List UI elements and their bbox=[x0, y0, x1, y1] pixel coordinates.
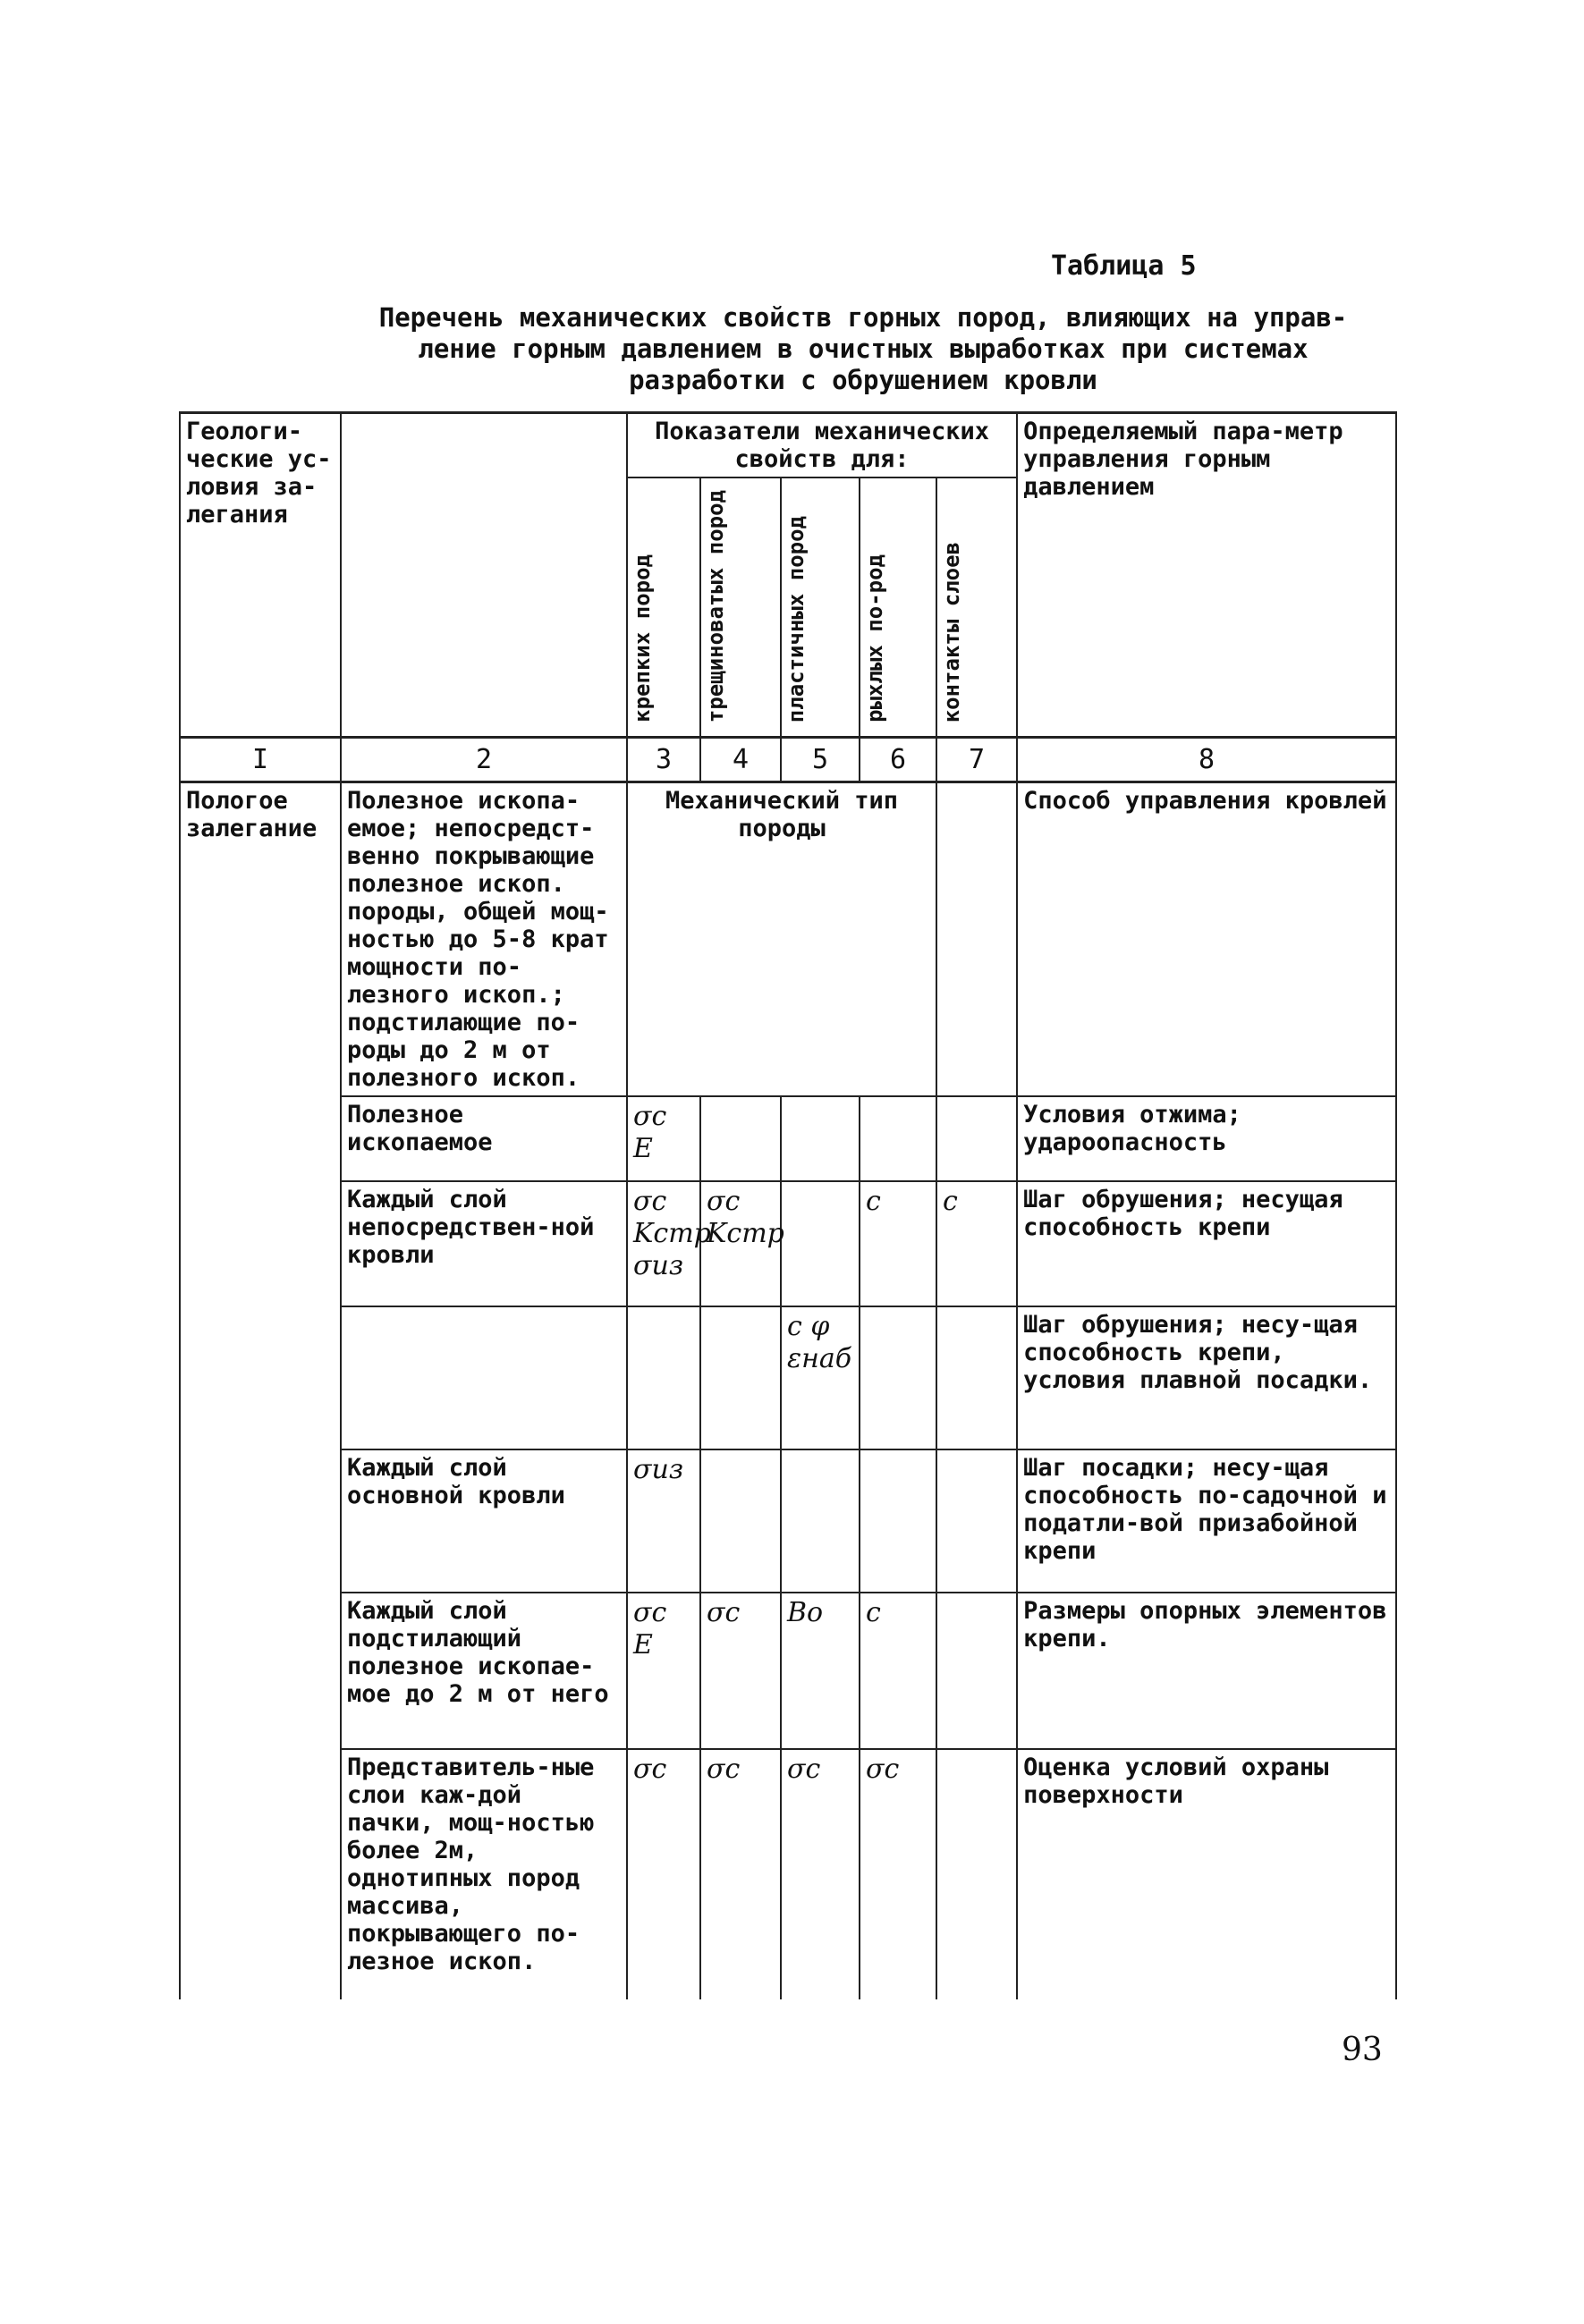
cell-property: σc bbox=[781, 1749, 860, 1999]
cell-property: σc bbox=[700, 1749, 781, 1999]
cell-property bbox=[860, 1096, 936, 1181]
row-parameter: Шаг посадки; несу-щая способность по-садочной и податли-вой призабойной крепи bbox=[1017, 1449, 1396, 1593]
cell-property bbox=[936, 1096, 1017, 1181]
cell-property: σc bbox=[627, 1749, 700, 1999]
page-number: 93 bbox=[1342, 2032, 1383, 2068]
caption-line-3: разработки с обрушением кровли bbox=[629, 365, 1097, 395]
col-number: 4 bbox=[700, 738, 781, 782]
table-caption bbox=[326, 302, 1400, 396]
cell-property bbox=[781, 1449, 860, 1593]
subhead-strong-rocks: крепких пород bbox=[627, 477, 700, 738]
cell-property bbox=[936, 1593, 1017, 1749]
row-description: Каждый слой основной кровли bbox=[341, 1449, 627, 1593]
cell-property bbox=[860, 1306, 936, 1449]
col-number: 2 bbox=[341, 738, 627, 782]
col-number: 7 bbox=[936, 738, 1017, 782]
subhead-fractured-rocks: трещиноватых пород bbox=[700, 477, 781, 738]
row-parameter: Размеры опорных элементов крепи. bbox=[1017, 1593, 1396, 1749]
col-number: 3 bbox=[627, 738, 700, 782]
header-geological-conditions: Геологи-ческие ус-ловия за-легания bbox=[180, 413, 341, 738]
col-number: I bbox=[180, 738, 341, 782]
cell-empty bbox=[936, 782, 1017, 1097]
cell-property: Bo bbox=[781, 1593, 860, 1749]
cell-property bbox=[860, 1449, 936, 1593]
row-condition: Пологое залегание bbox=[180, 782, 341, 2000]
cell-property bbox=[936, 1306, 1017, 1449]
cell-property: c bbox=[936, 1181, 1017, 1306]
col-number: 5 bbox=[781, 738, 860, 782]
subhead-plastic-rocks: пластичных пород bbox=[781, 477, 860, 738]
cell-property bbox=[700, 1096, 781, 1181]
mechanical-properties-table bbox=[179, 411, 1397, 1999]
col-number: 8 bbox=[1017, 738, 1396, 782]
cell-property bbox=[781, 1096, 860, 1181]
cell-property bbox=[936, 1749, 1017, 1999]
cell-property bbox=[781, 1181, 860, 1306]
cell-property: σc E bbox=[627, 1593, 700, 1749]
caption-line-2: ление горным давлением в очистных выработках при системах bbox=[418, 334, 1309, 364]
row-parameter: Способ управления кровлей bbox=[1017, 782, 1396, 1097]
table-label: Таблица 5 bbox=[1051, 250, 1197, 282]
caption-line-1: Перечень механических свойств горных пород, влияющих на управ- bbox=[378, 302, 1348, 333]
col-number: 6 bbox=[860, 738, 936, 782]
header-empty bbox=[341, 413, 627, 738]
row-description: Каждый слой подстилающий полезное ископае-мое до 2 м от него bbox=[341, 1593, 627, 1749]
row-description: Полезное ископаемое bbox=[341, 1096, 627, 1181]
cell-property bbox=[627, 1306, 700, 1449]
header-determined-parameter: Определяемый пара-метр управления горным давлением bbox=[1017, 413, 1396, 738]
cell-property bbox=[700, 1449, 781, 1593]
row-description: Полезное ископа-емое; непосредст-венно покрывающие полезное ископ. породы, общей мощ-ностью до 5-8 крат мощности по-лезного ископ.; подстилающие по-роды до 2 м от полезного ископ. bbox=[341, 782, 627, 1097]
header-properties-group: Показатели механических свойств для: bbox=[627, 413, 1017, 478]
row-parameter: Оценка условий охраны поверхности bbox=[1017, 1749, 1396, 1999]
cell-property: σc E bbox=[627, 1096, 700, 1181]
cell-property bbox=[700, 1306, 781, 1449]
subhead-loose-rocks: рыхлых по-род bbox=[860, 477, 936, 738]
cell-property bbox=[936, 1449, 1017, 1593]
cell-property: σc bbox=[700, 1593, 781, 1749]
row-parameter: Шаг обрушения; несу-щая способность крепи, условия плавной посадки. bbox=[1017, 1306, 1396, 1449]
cell-property: c φ εнаб bbox=[781, 1306, 860, 1449]
row-description: Каждый слой непосредствен-ной кровли bbox=[341, 1181, 627, 1306]
subhead-layer-contacts: контакты слоев bbox=[936, 477, 1017, 738]
cell-property: σc bbox=[860, 1749, 936, 1999]
cell-property: σc Kстр σиз bbox=[627, 1181, 700, 1306]
row-description bbox=[341, 1306, 627, 1449]
cell-property: σc Kстр bbox=[700, 1181, 781, 1306]
row-parameter: Шаг обрушения; несущая способность крепи bbox=[1017, 1181, 1396, 1306]
cell-property: c bbox=[860, 1593, 936, 1749]
cell-property: c bbox=[860, 1181, 936, 1306]
cell-property: σиз bbox=[627, 1449, 700, 1593]
merged-mechanical-type: Механический тип породы bbox=[627, 782, 936, 1097]
row-description: Представитель-ные слои каж-дой пачки, мощ-ностью более 2м, однотипных пород массива, покрывающего по-лезное ископ. bbox=[341, 1749, 627, 1999]
row-parameter: Условия отжима; удароопасность bbox=[1017, 1096, 1396, 1181]
